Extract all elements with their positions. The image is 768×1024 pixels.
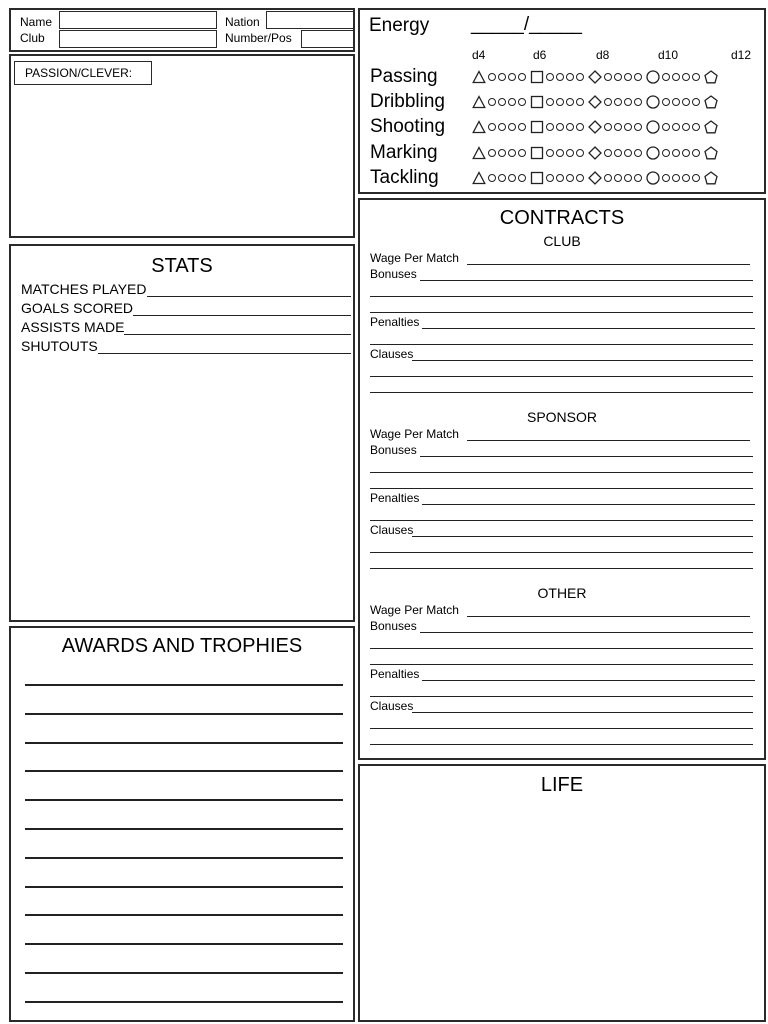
pip-checkbox[interactable]	[518, 73, 526, 81]
award-line[interactable]	[25, 857, 343, 859]
pip-checkbox[interactable]	[488, 149, 496, 157]
trait-row	[370, 90, 722, 114]
penalties-line[interactable]	[370, 696, 753, 697]
awards-title: AWARDS AND TROPHIES	[61, 635, 303, 657]
clauses-label: Clauses	[370, 699, 414, 713]
pip-checkbox[interactable]	[498, 123, 506, 131]
pip-checkbox[interactable]	[692, 98, 700, 106]
pip-checkbox[interactable]	[692, 149, 700, 157]
pentagon-icon[interactable]	[704, 171, 719, 185]
trait-row	[370, 65, 722, 89]
pip-checkbox[interactable]	[518, 98, 526, 106]
wage-label: Wage Per Match	[370, 603, 459, 617]
pip-checkbox[interactable]	[624, 98, 632, 106]
wage-line[interactable]	[467, 440, 750, 441]
bonuses-label: Bonuses	[370, 619, 417, 633]
pip-checkbox[interactable]	[488, 73, 496, 81]
pip-checkbox[interactable]	[614, 73, 622, 81]
pip-checkbox[interactable]	[692, 174, 700, 182]
pip-checkbox[interactable]	[604, 73, 612, 81]
pip-checkbox[interactable]	[682, 174, 690, 182]
pip-checkbox[interactable]	[692, 73, 700, 81]
die-label-d10: d10	[658, 48, 679, 62]
life-title: LIFE	[540, 774, 584, 796]
stats-row-line[interactable]	[124, 334, 351, 335]
pip-checkbox[interactable]	[604, 174, 612, 182]
penalties-label: Penalties	[370, 667, 420, 681]
stats-row-line[interactable]	[133, 315, 351, 316]
die-label-d8: d8	[596, 48, 610, 62]
wage-label: Wage Per Match	[370, 427, 459, 441]
award-line[interactable]	[25, 914, 343, 916]
triangle-icon[interactable]	[472, 146, 487, 160]
pip-checkbox[interactable]	[682, 123, 690, 131]
pip-checkbox[interactable]	[662, 73, 670, 81]
clauses-line[interactable]	[370, 728, 753, 729]
pip-checkbox[interactable]	[566, 174, 574, 182]
pip-checkbox[interactable]	[614, 123, 622, 131]
contracts-panel	[358, 198, 766, 760]
pip-checkbox[interactable]	[614, 174, 622, 182]
dice-group	[588, 95, 643, 109]
dice-group	[530, 146, 585, 160]
pip-checkbox[interactable]	[634, 98, 642, 106]
name-field[interactable]	[59, 11, 217, 29]
passion-label-box	[14, 61, 152, 85]
stats-row-label: SHUTOUTS	[21, 338, 98, 354]
life-notes-area[interactable]	[364, 806, 762, 1018]
pip-checkbox[interactable]	[576, 123, 584, 131]
stats-row-label: MATCHES PLAYED	[21, 281, 147, 297]
award-line[interactable]	[25, 828, 343, 830]
passion-label: PASSION/CLEVER:	[25, 66, 133, 80]
dice-group	[704, 171, 719, 185]
stats-title: STATS	[151, 255, 213, 277]
clauses-line[interactable]	[370, 392, 753, 393]
pip-checkbox[interactable]	[624, 123, 632, 131]
pip-checkbox[interactable]	[672, 98, 680, 106]
award-line[interactable]	[25, 943, 343, 945]
dice-group	[588, 120, 643, 134]
pip-checkbox[interactable]	[488, 98, 496, 106]
pentagon-icon[interactable]	[704, 120, 719, 134]
circle-icon[interactable]	[646, 146, 661, 160]
die-label-d12: d12	[731, 48, 752, 62]
trait-name: Tackling	[370, 166, 439, 188]
pip-checkbox[interactable]	[566, 123, 574, 131]
trait-name: Shooting	[370, 116, 446, 138]
die-label-d4: d4	[472, 48, 486, 62]
contract-section-title: SPONSOR	[526, 409, 597, 425]
diamond-icon[interactable]	[588, 70, 603, 84]
diamond-icon[interactable]	[588, 95, 603, 109]
pip-checkbox[interactable]	[672, 149, 680, 157]
stats-row-line[interactable]	[98, 353, 351, 354]
traits-panel	[358, 8, 766, 194]
dice-group	[646, 70, 701, 84]
pip-checkbox[interactable]	[498, 73, 506, 81]
contracts-title: CONTRACTS	[499, 207, 625, 229]
contract-section-title: OTHER	[537, 585, 587, 601]
dice-group	[472, 171, 527, 185]
pip-checkbox[interactable]	[682, 149, 690, 157]
pip-checkbox[interactable]	[556, 98, 564, 106]
pip-checkbox[interactable]	[604, 149, 612, 157]
circle-icon[interactable]	[646, 171, 661, 185]
dice-group	[588, 70, 643, 84]
wage-line[interactable]	[467, 616, 750, 617]
pip-checkbox[interactable]	[518, 174, 526, 182]
bonuses-line[interactable]	[420, 280, 753, 281]
award-line[interactable]	[25, 713, 343, 715]
pip-checkbox[interactable]	[672, 73, 680, 81]
pip-checkbox[interactable]	[546, 98, 554, 106]
triangle-icon[interactable]	[472, 70, 487, 84]
pentagon-icon[interactable]	[704, 146, 719, 160]
bonuses-label: Bonuses	[370, 443, 417, 457]
diamond-icon[interactable]	[588, 120, 603, 134]
diamond-icon[interactable]	[588, 171, 603, 185]
pip-checkbox[interactable]	[556, 73, 564, 81]
award-line[interactable]	[25, 799, 343, 801]
pip-checkbox[interactable]	[488, 174, 496, 182]
number-pos-label: Number/Pos	[225, 31, 292, 45]
awards-panel	[9, 626, 355, 1022]
pip-checkbox[interactable]	[498, 149, 506, 157]
pentagon-icon[interactable]	[704, 70, 719, 84]
clauses-line[interactable]	[370, 568, 753, 569]
pip-checkbox[interactable]	[488, 123, 496, 131]
pip-checkbox[interactable]	[508, 174, 516, 182]
clauses-line[interactable]	[412, 536, 753, 537]
bonuses-line[interactable]	[370, 472, 753, 473]
pip-checkbox[interactable]	[682, 98, 690, 106]
bonuses-line[interactable]	[370, 296, 753, 297]
trait-dice-track	[472, 171, 722, 185]
dice-group	[646, 171, 701, 185]
clauses-label: Clauses	[370, 347, 414, 361]
pip-checkbox[interactable]	[614, 149, 622, 157]
penalties-line[interactable]	[422, 504, 755, 505]
stats-row-label: ASSISTS MADE	[21, 319, 125, 335]
trait-dice-track	[472, 70, 722, 84]
dice-group	[530, 120, 585, 134]
pip-checkbox[interactable]	[576, 174, 584, 182]
pip-checkbox[interactable]	[498, 174, 506, 182]
award-line[interactable]	[25, 1001, 343, 1003]
dice-group	[646, 146, 701, 160]
square-icon[interactable]	[530, 171, 545, 185]
pentagon-icon[interactable]	[704, 95, 719, 109]
pip-checkbox[interactable]	[546, 149, 554, 157]
award-line[interactable]	[25, 742, 343, 744]
pip-checkbox[interactable]	[672, 123, 680, 131]
diamond-icon[interactable]	[588, 146, 603, 160]
pip-checkbox[interactable]	[546, 123, 554, 131]
trait-row	[370, 115, 722, 139]
trait-row	[370, 166, 722, 190]
bonuses-line[interactable]	[370, 488, 753, 489]
clauses-line[interactable]	[412, 360, 753, 361]
trait-dice-track	[472, 146, 722, 160]
dice-group	[704, 70, 719, 84]
bonuses-line[interactable]	[420, 632, 753, 633]
wage-line[interactable]	[467, 264, 750, 265]
dice-group	[704, 95, 719, 109]
dice-group	[472, 120, 527, 134]
nation-field[interactable]	[266, 11, 354, 29]
pip-checkbox[interactable]	[508, 73, 516, 81]
award-line[interactable]	[25, 972, 343, 974]
dice-group	[646, 120, 701, 134]
dice-group	[530, 95, 585, 109]
award-line[interactable]	[25, 770, 343, 772]
energy-slots[interactable]: _____/_____	[471, 14, 582, 35]
pip-checkbox[interactable]	[508, 123, 516, 131]
dice-group	[530, 171, 585, 185]
dice-group	[588, 146, 643, 160]
bonuses-line[interactable]	[370, 312, 753, 313]
award-line[interactable]	[25, 684, 343, 686]
penalties-line[interactable]	[422, 328, 755, 329]
passion-notes-area[interactable]	[15, 90, 349, 234]
clauses-line[interactable]	[370, 552, 753, 553]
dice-group	[472, 146, 527, 160]
penalties-label: Penalties	[370, 315, 420, 329]
pip-checkbox[interactable]	[556, 149, 564, 157]
pip-checkbox[interactable]	[604, 98, 612, 106]
pip-checkbox[interactable]	[508, 98, 516, 106]
pip-checkbox[interactable]	[508, 149, 516, 157]
trait-dice-track	[472, 95, 722, 109]
dice-group	[704, 120, 719, 134]
pip-checkbox[interactable]	[634, 123, 642, 131]
pip-checkbox[interactable]	[624, 73, 632, 81]
pip-checkbox[interactable]	[546, 73, 554, 81]
square-icon[interactable]	[530, 120, 545, 134]
pip-checkbox[interactable]	[634, 149, 642, 157]
club-label: Club	[20, 31, 45, 45]
stats-panel	[9, 244, 355, 622]
award-line[interactable]	[25, 886, 343, 888]
stats-row-line[interactable]	[147, 296, 351, 297]
pip-checkbox[interactable]	[624, 174, 632, 182]
pip-checkbox[interactable]	[576, 73, 584, 81]
pip-checkbox[interactable]	[576, 149, 584, 157]
penalties-line[interactable]	[370, 344, 753, 345]
dice-group	[472, 95, 527, 109]
trait-dice-track	[472, 120, 722, 134]
pip-checkbox[interactable]	[692, 123, 700, 131]
pip-checkbox[interactable]	[604, 123, 612, 131]
stats-row-label: GOALS SCORED	[21, 300, 134, 316]
penalties-line[interactable]	[422, 680, 755, 681]
dice-group	[472, 70, 527, 84]
trait-name: Dribbling	[370, 91, 445, 113]
triangle-icon[interactable]	[472, 120, 487, 134]
pip-checkbox[interactable]	[662, 123, 670, 131]
pip-checkbox[interactable]	[556, 123, 564, 131]
pip-checkbox[interactable]	[672, 174, 680, 182]
nation-label: Nation	[225, 15, 260, 29]
pip-checkbox[interactable]	[662, 174, 670, 182]
pip-checkbox[interactable]	[634, 73, 642, 81]
pip-checkbox[interactable]	[614, 98, 622, 106]
pip-checkbox[interactable]	[498, 98, 506, 106]
pip-checkbox[interactable]	[682, 73, 690, 81]
square-icon[interactable]	[530, 70, 545, 84]
clauses-line[interactable]	[370, 376, 753, 377]
pip-checkbox[interactable]	[546, 174, 554, 182]
square-icon[interactable]	[530, 95, 545, 109]
clauses-line[interactable]	[412, 712, 753, 713]
dice-group	[704, 146, 719, 160]
bonuses-line[interactable]	[370, 648, 753, 649]
pip-checkbox[interactable]	[556, 174, 564, 182]
clauses-line[interactable]	[370, 744, 753, 745]
pip-checkbox[interactable]	[566, 149, 574, 157]
circle-icon[interactable]	[646, 70, 661, 84]
die-label-d6: d6	[533, 48, 547, 62]
dice-group	[530, 70, 585, 84]
pip-checkbox[interactable]	[566, 98, 574, 106]
dice-group	[646, 95, 701, 109]
trait-row	[370, 141, 722, 165]
pip-checkbox[interactable]	[662, 149, 670, 157]
name-label: Name	[20, 15, 53, 29]
penalties-label: Penalties	[370, 491, 420, 505]
contract-section-title: CLUB	[543, 233, 581, 249]
wage-label: Wage Per Match	[370, 251, 459, 265]
bonuses-label: Bonuses	[370, 267, 417, 281]
pip-checkbox[interactable]	[566, 73, 574, 81]
pip-checkbox[interactable]	[624, 149, 632, 157]
circle-icon[interactable]	[646, 95, 661, 109]
triangle-icon[interactable]	[472, 95, 487, 109]
dice-group	[588, 171, 643, 185]
identity-panel	[9, 8, 355, 52]
clauses-label: Clauses	[370, 523, 414, 537]
trait-name: Passing	[370, 66, 438, 87]
bonuses-line[interactable]	[420, 456, 753, 457]
number-pos-field[interactable]	[301, 30, 354, 48]
pip-checkbox[interactable]	[634, 174, 642, 182]
energy-label: Energy	[369, 15, 430, 36]
pip-checkbox[interactable]	[518, 123, 526, 131]
circle-icon[interactable]	[646, 120, 661, 134]
pip-checkbox[interactable]	[662, 98, 670, 106]
pip-checkbox[interactable]	[518, 149, 526, 157]
club-field[interactable]	[59, 30, 217, 48]
triangle-icon[interactable]	[472, 171, 487, 185]
penalties-line[interactable]	[370, 520, 753, 521]
square-icon[interactable]	[530, 146, 545, 160]
bonuses-line[interactable]	[370, 664, 753, 665]
pip-checkbox[interactable]	[576, 98, 584, 106]
trait-name: Marking	[370, 141, 438, 163]
life-panel	[358, 764, 766, 1022]
passion-panel	[9, 54, 355, 238]
